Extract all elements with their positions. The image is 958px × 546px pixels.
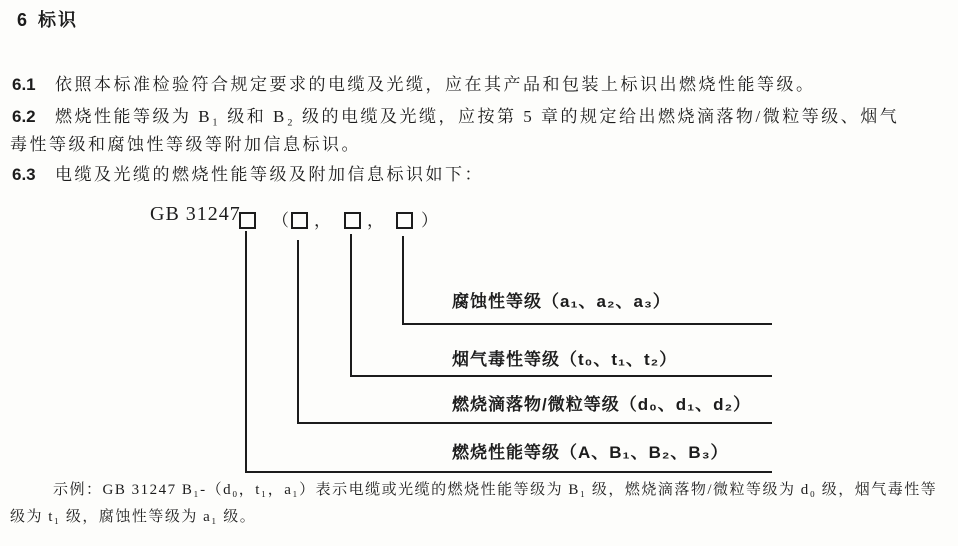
comma-separator-2: ， (367, 211, 384, 230)
section-title: 标识 (38, 10, 78, 30)
paragraph-number: 6.1 (12, 75, 36, 94)
paragraph-6-1 (12, 70, 816, 95)
comma-separator-1: ， (314, 211, 331, 230)
connector-vline-fire-performance (245, 231, 247, 472)
connector-hline-corrosion (402, 323, 772, 325)
section-heading (17, 6, 78, 32)
paragraph-text: 依照本标准检验符合规定要求的电缆及光缆，应在其产品和包装上标识出燃烧性能等级。 (55, 75, 816, 94)
paragraph-text: 电缆及光缆的燃烧性能等级及附加信息标识如下： (55, 165, 484, 184)
code-box-droplets (291, 212, 308, 229)
paragraph-text: 燃烧性能等级为 B₁ 级和 B₂ 级的电缆及光缆，应按第 5 章的规定给出燃烧滴落物/微粒等级、烟气 (55, 107, 900, 126)
connector-hline-droplets (297, 422, 772, 424)
connector-vline-smoke-toxicity (350, 234, 352, 377)
paragraph-6-2 (12, 102, 899, 127)
example-line-1: 示例：GB 31247 B₁-（d₀，t₁，a₁）表示电缆或光缆的燃烧性能等级为 B₁ 级，燃烧滴落物/微粒等级为 d₀ 级，烟气毒性等 (53, 482, 938, 498)
paragraph-6-3 (12, 160, 484, 185)
paragraph-number: 6.3 (12, 165, 36, 184)
code-box-smoke-toxicity (344, 212, 361, 229)
connector-vline-corrosion (402, 236, 404, 325)
connector-hline-smoke-toxicity (350, 375, 772, 377)
label-smoke-toxicity-grade: 烟气毒性等级（t₀、t₁、t₂） (452, 350, 678, 369)
code-box-fire-performance (239, 212, 256, 229)
gb-code-prefix: GB 31247 (150, 203, 241, 225)
example-line-2: 级为 t₁ 级，腐蚀性等级为 a₁ 级。 (10, 509, 257, 525)
label-corrosion-grade: 腐蚀性等级（a₁、a₂、a₃） (452, 292, 671, 311)
label-droplet-grade: 燃烧滴落物/微粒等级（d₀、d₁、d₂） (452, 395, 752, 414)
code-box-corrosion (396, 212, 413, 229)
paragraph-6-2-continuation: 毒性等级和腐蚀性等级等附加信息标识。 (10, 135, 361, 154)
connector-vline-droplets (297, 240, 299, 424)
connector-hline-fire-performance (245, 471, 772, 473)
section-number: 6 (17, 10, 28, 30)
paragraph-number: 6.2 (12, 107, 36, 126)
open-paren: （ (272, 211, 289, 230)
close-paren: ） (421, 211, 438, 230)
label-fire-performance-grade: 燃烧性能等级（A、B₁、B₂、B₃） (452, 443, 729, 462)
